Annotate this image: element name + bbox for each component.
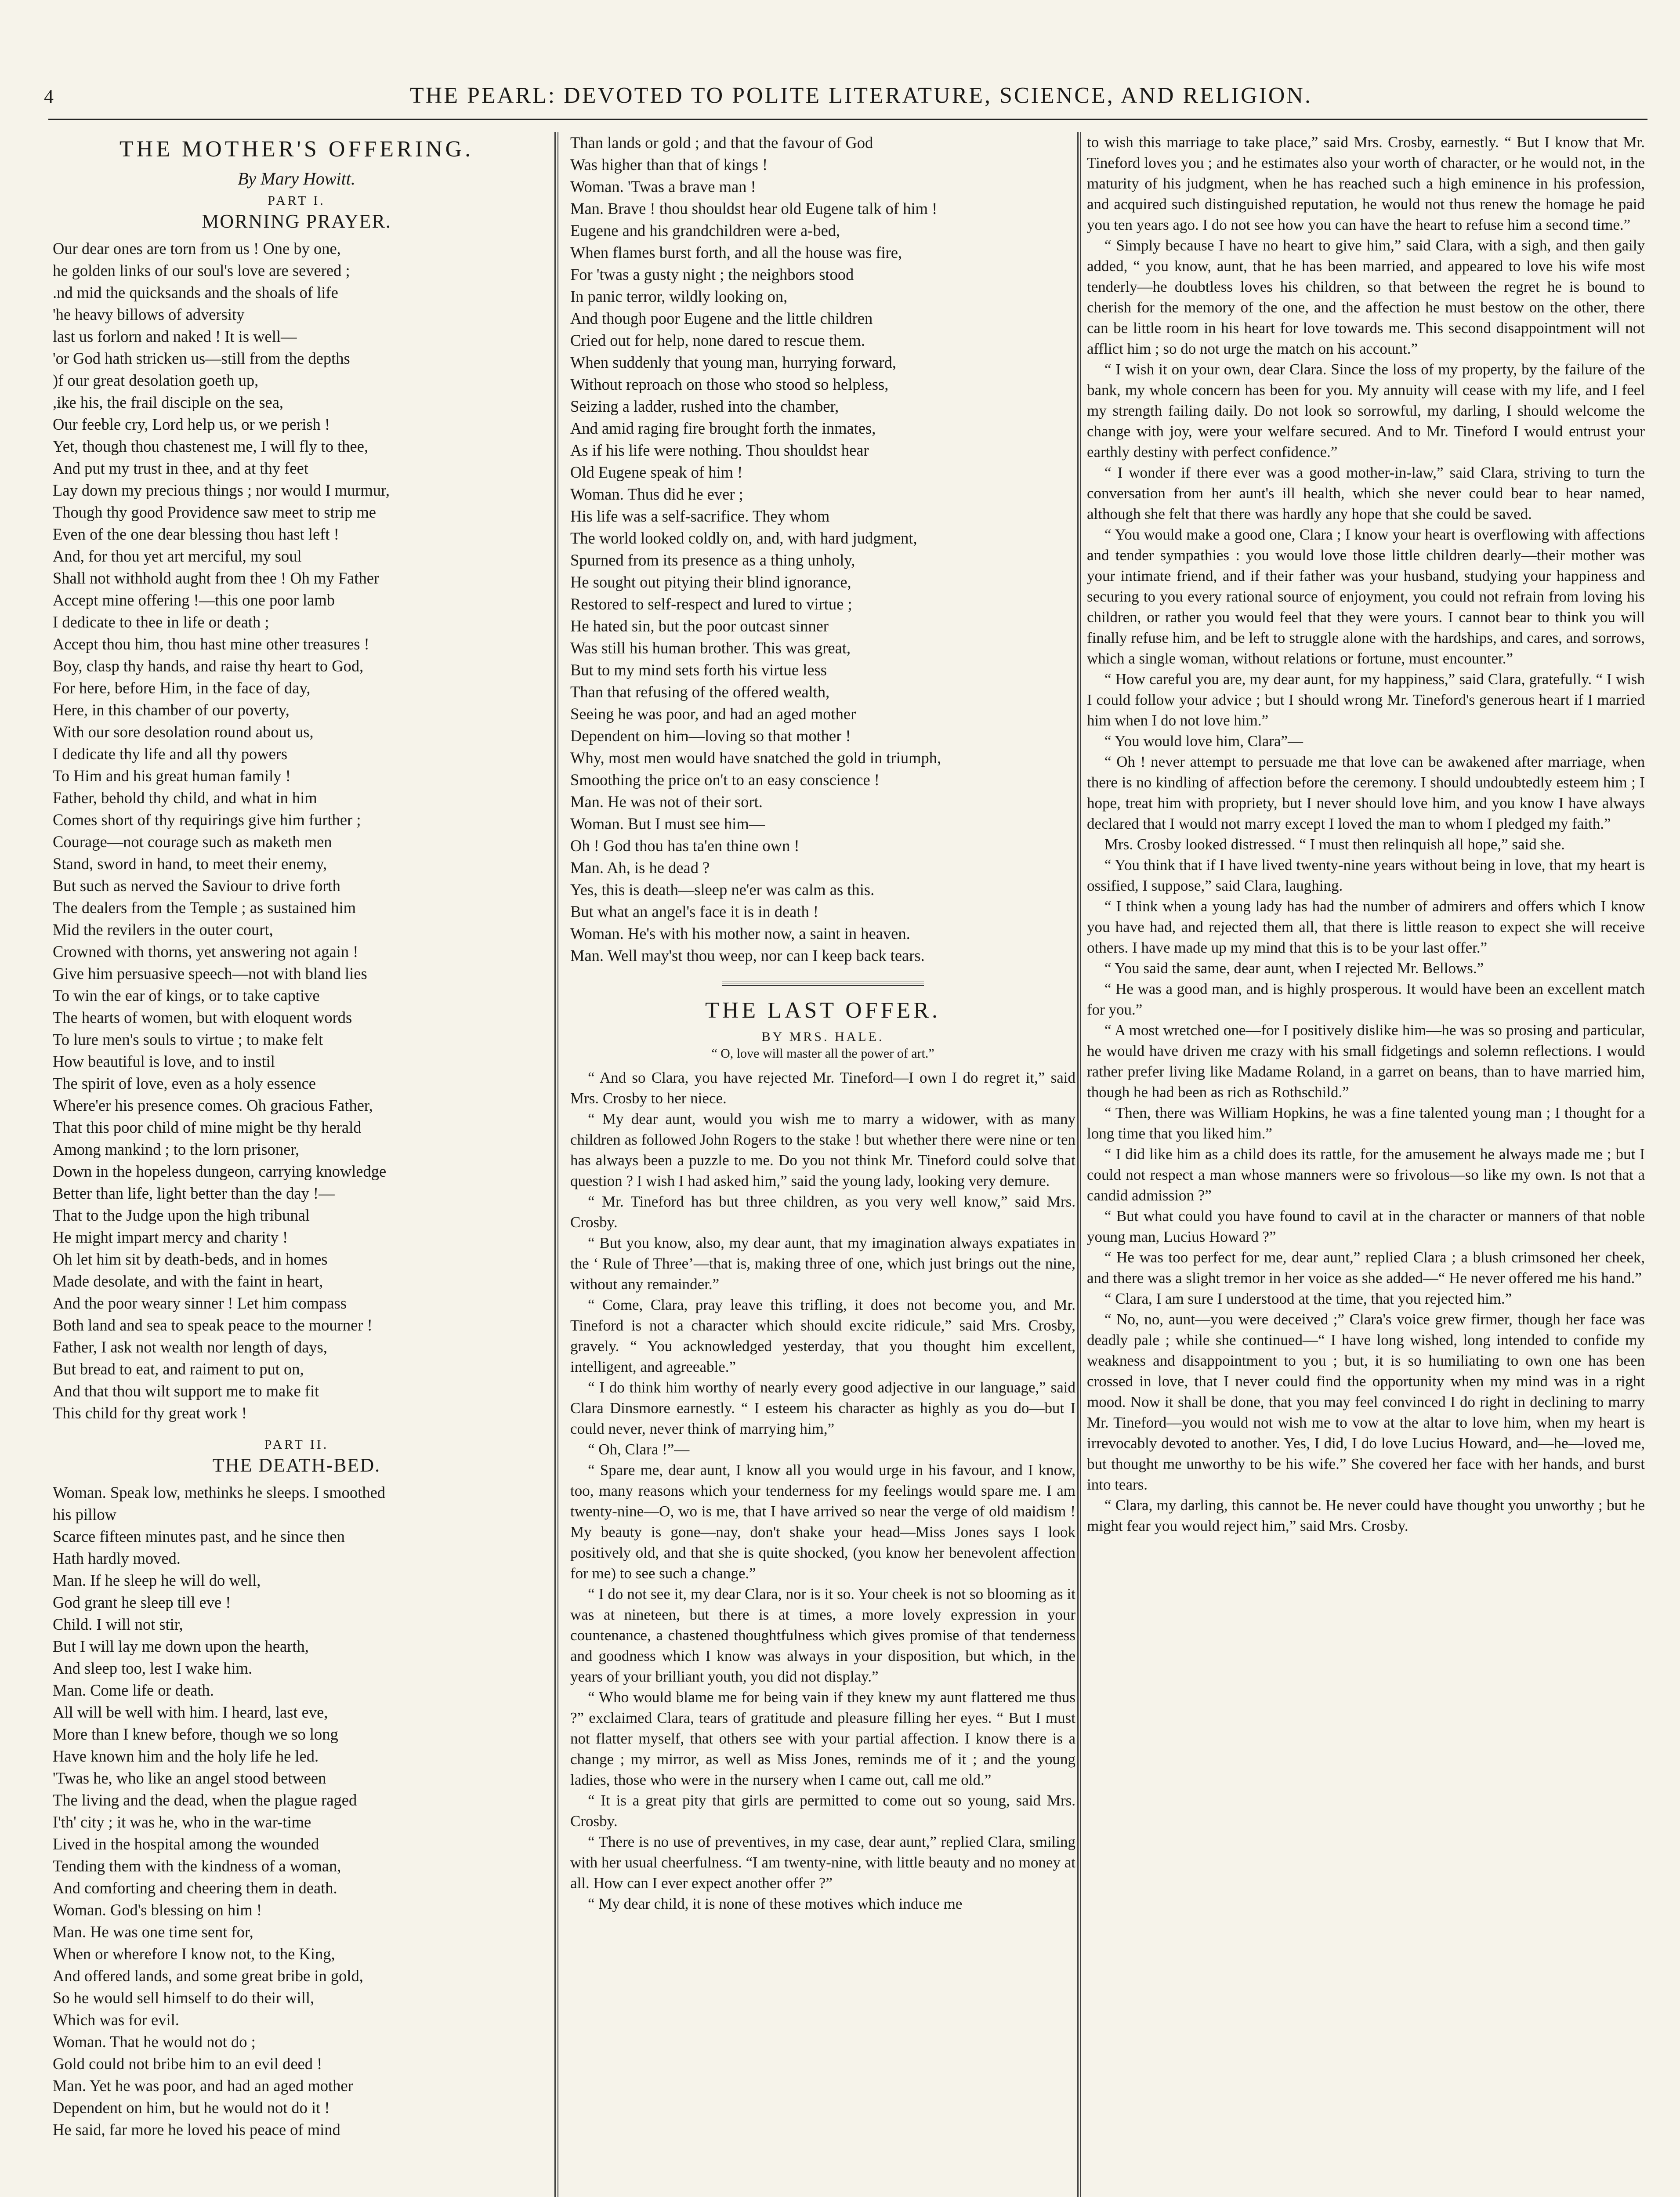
verse-line: Was still his human brother. This was great, <box>570 639 851 657</box>
verse-line: Dependent on him—loving so that mother ! <box>570 727 851 745</box>
verse-line: So he would sell himself to do their will, <box>53 1989 315 2007</box>
verse-line: And offered lands, and some great bribe in gold, <box>53 1967 363 1985</box>
story-paragraph: “ I do think him worthy of nearly every good adjective in our language,” said Clara Dinsmore earnestly. “ I esteem his character as highly as you do—but I could never, never think of marrying him,” <box>570 1379 1075 1437</box>
verse-line: Even of the one dear blessing thou hast left ! <box>53 525 339 543</box>
verse-line: 'he heavy billows of adversity <box>53 305 245 323</box>
verse-line: Spurned from its presence as a thing unholy, <box>570 551 855 569</box>
verse-line: But I will lay me down upon the hearth, <box>53 1637 309 1655</box>
verse-line: He sought out pitying their blind ignorance, <box>570 573 851 591</box>
verse-line: Yes, this is death—sleep ne'er was calm as this. <box>570 881 875 899</box>
story-paragraph: “ How careful you are, my dear aunt, for my happiness,” said Clara, gratefully. “ I wish I could follow your advice ; but I should wrong Mr. Tineford's generous heart if I married him when I do not love him.” <box>1087 671 1645 729</box>
verse-line: Restored to self-respect and lured to virtue ; <box>570 595 852 613</box>
story-title: THE LAST OFFER. <box>705 998 941 1023</box>
verse-line: Accept thou him, thou hast mine other treasures ! <box>53 635 369 653</box>
verse-line: When suddenly that young man, hurrying forward, <box>570 353 896 371</box>
story-paragraph: “ I think when a young lady has had the number of admirers and offers which I know you have had, and rejected them all, that there is little reason to expect she will receive others. I have made up my mind that this is to be your last offer.” <box>1087 898 1645 956</box>
page-header <box>44 83 1647 109</box>
column-rule-2 <box>1077 132 1081 2197</box>
verse-line: As if his life were nothing. Thou shouldst hear <box>570 441 869 459</box>
verse-line: Man. Yet he was poor, and had an aged mother <box>53 2077 353 2095</box>
verse-line: But such as nerved the Saviour to drive forth <box>53 877 340 895</box>
verse-line: All will be well with him. I heard, last eve, <box>53 1703 328 1721</box>
verse-line: 'or God hath stricken us—still from the depths <box>53 349 350 367</box>
verse-line: Child. I will not stir, <box>53 1615 183 1633</box>
verse-line: I dedicate to thee in life or death ; <box>53 613 269 631</box>
story-text-col3 <box>1087 132 1645 1536</box>
verse-line: Than lands or gold ; and that the favour of God <box>570 134 873 152</box>
verse-line: Father, behold thy child, and what in him <box>53 789 317 807</box>
verse-line: Where'er his presence comes. Oh gracious Father, <box>53 1096 373 1114</box>
verse-line: Among mankind ; to the lorn prisoner, <box>53 1140 300 1158</box>
verse-line: Oh let him sit by death-beds, and in homes <box>53 1250 328 1268</box>
verse-line: last us forlorn and naked ! It is well— <box>53 327 297 345</box>
verse-line: And the poor weary sinner ! Let him compass <box>53 1294 347 1312</box>
story-paragraph: “ I did like him as a child does its rattle, for the amusement he always made me ; but I could not respect a man whose manners were so frivolous—so like my own. Is not that a candid admission ?” <box>1087 1146 1645 1204</box>
verse-line: The dealers from the Temple ; as sustained him <box>53 899 356 917</box>
verse-line: .nd mid the quicksands and the shoals of life <box>53 283 338 301</box>
story-paragraph: “ And so Clara, you have rejected Mr. Tineford—I own I do regret it,” said Mrs. Crosby to her niece. <box>570 1069 1075 1107</box>
verse-line: Woman. Speak low, methinks he sleeps. I smoothed <box>53 1483 386 1501</box>
verse-line: To Him and his great human family ! <box>53 767 291 785</box>
column-1 <box>53 132 540 2197</box>
verse-line: Woman. That he would not do ; <box>53 2033 256 2051</box>
verse-line: Woman. Thus did he ever ; <box>570 485 743 503</box>
part-2-heading: THE DEATH-BED. <box>212 1454 381 1476</box>
verse-line: And, for thou yet art merciful, my soul <box>53 547 302 565</box>
part-1-heading: MORNING PRAYER. <box>202 210 391 232</box>
column-2 <box>570 132 1075 2197</box>
verse-line: The spirit of love, even as a holy essence <box>53 1074 316 1092</box>
verse-line: And comforting and cheering them in death. <box>53 1879 337 1897</box>
verse-line: God grant he sleep till eve ! <box>53 1593 231 1611</box>
verse-line: That this poor child of mine might be thy herald <box>53 1118 362 1136</box>
verse-line: Accept mine offering !—this one poor lamb <box>53 591 335 609</box>
verse-line: With our sore desolation round about us, <box>53 723 314 741</box>
verse-line: And put my trust in thee, and at thy feet <box>53 459 308 477</box>
story-paragraph: “ Oh ! never attempt to persuade me that love can be awakened after marriage, when there is no kindling of affection before the ceremony. I should undoubtedly esteem him ; I hope, treat him with propriety, but I never should love him, and you know I have always declared that I would not marry except I loved the man to whom I pledged my faith.” <box>1087 753 1645 832</box>
poem-byline: By Mary Howitt. <box>238 169 355 189</box>
verse-line: Shall not withhold aught from thee ! Oh my Father <box>53 569 380 587</box>
verse-line: When flames burst forth, and all the house was fire, <box>570 243 902 261</box>
page-number: 4 <box>44 86 54 107</box>
verse-line: Our dear ones are torn from us ! One by one, <box>53 239 341 257</box>
part-1-verse <box>53 238 540 1424</box>
verse-line: He hated sin, but the poor outcast sinner <box>570 617 829 635</box>
verse-line: Dependent on him, but he would not do it ! <box>53 2099 330 2117</box>
verse-line: For 'twas a gusty night ; the neighbors stood <box>570 265 854 283</box>
part-2-verse-col1 <box>53 1482 540 2141</box>
verse-line: Seeing he was poor, and had an aged mother <box>570 705 856 723</box>
story-paragraph: “ You think that if I have lived twenty-nine years without being in love, that my heart is ossified, I suppose,” said Clara, laughing. <box>1087 856 1645 894</box>
verse-line: Oh ! God thou has ta'en thine own ! <box>570 837 800 855</box>
story-paragraph: “ He was a good man, and is highly prosperous. It would have been an excellent match for you.” <box>1087 980 1645 1018</box>
story-paragraph: “ My dear child, it is none of these motives which induce me <box>588 1895 963 1912</box>
verse-line: Gold could not bribe him to an evil deed ! <box>53 2055 322 2073</box>
verse-line: Old Eugene speak of him ! <box>570 463 743 481</box>
verse-line: Woman. But I must see him— <box>570 815 765 833</box>
verse-line: Man. Well may'st thou weep, nor can I keep back tears. <box>570 946 925 964</box>
verse-line: Tending them with the kindness of a woman, <box>53 1857 341 1875</box>
verse-line: Woman. 'Twas a brave man ! <box>570 178 756 196</box>
story-paragraph: “ He was too perfect for me, dear aunt,” replied Clara ; a blush crimsoned her cheek, and there was a slight tremor in her voice as she added—“ He never offered me his hand.” <box>1087 1249 1645 1287</box>
verse-line: To win the ear of kings, or to take captive <box>53 986 320 1004</box>
story-paragraph: “ A most wretched one—for I positively dislike him—he was so prosing and particular, he would have driven me crazy with his small fidgetings and solemn reflections. I would rather prefer living like Madame Roland, in a garret on beans, than to have married him, though he had been as rich as Rothschild.” <box>1087 1022 1645 1101</box>
verse-line: Smoothing the price on't to an easy conscience ! <box>570 771 880 789</box>
verse-line: Woman. God's blessing on him ! <box>53 1901 262 1919</box>
running-title: THE PEARL: DEVOTED TO POLITE LITERATURE, SCIENCE, AND RELIGION. <box>409 83 1313 108</box>
verse-line: The world looked coldly on, and, with hard judgment, <box>570 529 917 547</box>
verse-line: ,ike his, the frail disciple on the sea, <box>53 393 284 411</box>
verse-line: Comes short of thy requirings give him further ; <box>53 811 361 829</box>
verse-line: Scarce fifteen minutes past, and he since then <box>53 1527 345 1545</box>
verse-line: But to my mind sets forth his virtue less <box>570 661 827 679</box>
verse-line: I dedicate thy life and all thy powers <box>53 745 288 763</box>
verse-line: For here, before Him, in the face of day, <box>53 679 311 697</box>
section-separator <box>722 982 924 986</box>
verse-line: Crowned with thorns, yet answering not again ! <box>53 943 358 961</box>
story-paragraph: “ But you know, also, my dear aunt, that my imagination always expatiates in the ‘ Rule of Three’—that is, making three of one, which just brings out the nine, without any remainder.” <box>570 1234 1075 1293</box>
verse-line: But bread to eat, and raiment to put on, <box>53 1360 304 1378</box>
verse-line: Hath hardly moved. <box>53 1549 181 1567</box>
story-paragraph: “ Come, Clara, pray leave this trifling, it does not become you, and Mr. Tineford is not a character which should excite ridicule,” said Mrs. Crosby, gravely. “ You acknowledged yesterday, that you thought him excellent, intelligent, and agreeable.” <box>570 1296 1075 1375</box>
story-paragraph: “ Who would blame me for being vain if they knew my aunt flattered me thus ?” exclaimed Clara, tears of gratitude and pleasure filling her eyes. “ But I must not flatter myself, that others see with your partial affection. I know there is a change ; my mirror, as well as Miss Jones, reminds me of it ; and the young ladies, those who were in the nursery when I came out, call me old.” <box>570 1689 1075 1788</box>
verse-line: And that thou wilt support me to make fit <box>53 1382 319 1400</box>
verse-line: his pillow <box>53 1505 117 1523</box>
verse-line: This child for thy great work ! <box>53 1404 247 1422</box>
story-paragraph: “ Spare me, dear aunt, I know all you would urge in his favour, and I know, too, many reasons which your tenderness for my feelings would spare me. I am twenty-nine—O, wo is me, that I have arrived so near the verge of old maidism ! My beauty is gone—nay, don't shake your head—Miss Jones says I look positively old, and that she is quite shocked, (you know her benevolent affection for me) to see such a change.” <box>570 1461 1075 1582</box>
verse-line: In panic terror, wildly looking on, <box>570 287 788 305</box>
verse-line: Man. Ah, is he dead ? <box>570 859 710 877</box>
part-1-label: PART I. <box>268 193 326 208</box>
verse-line: Man. Come life or death. <box>53 1681 214 1699</box>
verse-line: Lived in the hospital among the wounded <box>53 1835 319 1853</box>
verse-line: Here, in this chamber of our poverty, <box>53 701 290 719</box>
column-rule-1 <box>554 132 558 2197</box>
verse-line: Yet, though thou chastenest me, I will fly to thee, <box>53 437 369 455</box>
verse-line: Man. He was not of their sort. <box>570 793 763 811</box>
verse-line: Why, most men would have snatched the gold in triumph, <box>570 749 941 767</box>
verse-line: Was higher than that of kings ! <box>570 156 768 174</box>
story-paragraph: “ Simply because I have no heart to give him,” said Clara, with a sigh, and then gaily added, “ you know, aunt, that he has been married, and appeared to love his wife most tenderly—he doubtless loves his children, so that between the regret he is bound to cherish for the memory of the one, and the affection he must bestow on the other, there can be little room in his heart for love towards me. This second disappointment will not afflict him ; so do not urge the match on his account.” <box>1087 237 1645 357</box>
verse-line: Lay down my precious things ; nor would I murmur, <box>53 481 390 499</box>
verse-line: The hearts of women, but with eloquent words <box>53 1008 352 1026</box>
story-paragraph: “ My dear aunt, would you wish me to marry a widower, with as many children as followed John Rogers to the stake ! but whether there were nine or ten has always been a puzzle to me. Do you not think Mr. Tineford could solve that question ? I wish I had asked him,” said the young lady, looking very demure. <box>570 1110 1075 1189</box>
verse-line: Give him persuasive speech—not with bland lies <box>53 964 367 982</box>
verse-line: He said, far more he loved his peace of mind <box>53 2121 340 2139</box>
verse-line: Eugene and his grandchildren were a-bed, <box>570 221 840 239</box>
verse-line: Woman. He's with his mother now, a saint in heaven. <box>570 924 910 943</box>
verse-line: Than that refusing of the offered wealth, <box>570 683 830 701</box>
verse-line: Which was for evil. <box>53 2011 179 2029</box>
story-paragraph: “ But what could you have found to cavil at in the character or manners of that noble young man, Lucius Howard ?” <box>1087 1207 1645 1245</box>
verse-line: Though thy good Providence saw meet to strip me <box>53 503 376 521</box>
verse-line: Man. Brave ! thou shouldst hear old Eugene talk of him ! <box>570 199 938 218</box>
verse-line: Without reproach on those who stood so helpless, <box>570 375 889 393</box>
verse-line: Cried out for help, none dared to rescue them. <box>570 331 865 349</box>
story-paragraph: “ I wish it on your own, dear Clara. Since the loss of my property, by the failure of the bank, my whole concern has been for you. My annuity will cease with my life, and I feel my strength failing daily. Do not look so sorrowful, my darling, I should welcome the change with joy, were your welfare secured. And to Mr. Tineford I would entrust your earthly destiny with perfect confidence.” <box>1087 361 1645 460</box>
verse-line: Boy, clasp thy hands, and raise thy heart to God, <box>53 657 364 675</box>
story-paragraph: “ I do not see it, my dear Clara, nor is it so. Your cheek is not so blooming as it was at nineteen, but there is at times, a more lovely expression in your countenance, a chastened thoughtfulness which gives promise of that tenderness and goodness which I know was always in your disposition, but which, in the years of your brilliant youth, you did not display.” <box>570 1585 1075 1685</box>
story-text-col2 <box>570 1067 1075 1914</box>
verse-line: Have known him and the holy life he led. <box>53 1747 319 1765</box>
verse-line: And amid raging fire brought forth the inmates, <box>570 419 876 437</box>
story-paragraph: “ You would love him, Clara”— <box>1104 732 1303 750</box>
poem-title: THE MOTHER'S OFFERING. <box>119 137 474 162</box>
story-paragraph: “ I wonder if there ever was a good mother-in-law,” said Clara, striving to turn the conversation from her aunt's ill health, which she never could bear to hear named, although she felt that there was hardly any hope that she could be saved. <box>1087 464 1645 522</box>
story-paragraph: “ Then, there was William Hopkins, he was a fine talented young man ; I thought for a long time that you liked him.” <box>1087 1104 1645 1142</box>
verse-line: When or wherefore I know not, to the King, <box>53 1945 335 1963</box>
story-paragraph: “ Clara, my darling, this cannot be. He never could have thought you unworthy ; but he might fear you would reject him,” said Mrs. Crosby. <box>1087 1497 1645 1534</box>
story-paragraph: to wish this marriage to take place,” said Mrs. Crosby, earnestly. “ But I know that Mr. Tineford loves you ; and he estimates also your worth of character, or he would not, in the maturity of his judgment, when he has reached such a high eminence in his profession, and acquired such distinguished reputation, he would not thus renew the homage he paid you ten years ago. I do not see how you can have the heart to refuse him a second time.” <box>1087 134 1645 233</box>
verse-line: His life was a self-sacrifice. They whom <box>570 507 830 525</box>
verse-line: More than I knew before, though we so long <box>53 1725 338 1743</box>
verse-line: Mid the revilers in the outer court, <box>53 921 273 939</box>
verse-line: And sleep too, lest I wake him. <box>53 1659 253 1677</box>
story-paragraph: “ Oh, Clara !”— <box>588 1441 690 1458</box>
part-2-label: PART II. <box>264 1437 329 1452</box>
verse-line: 'Twas he, who like an angel stood between <box>53 1769 326 1787</box>
story-paragraph: “ You would make a good one, Clara ; I know your heart is overflowing with affections and tender sympathies : you would love those little children dearly—their mother was your intimate friend, and if their father was your husband, studying your happiness and securing to you every rational source of enjoyment, you could not refrain from loving his children, or rather you would feel that they were yours. I cannot bear to think you will finally refuse him, and be left to struggle alone with the hardships, and cares, and sorrows, which a single woman, without relations or fortune, must encounter.” <box>1087 526 1645 667</box>
verse-line: Man. If he sleep he will do well, <box>53 1571 261 1589</box>
verse-line: And though poor Eugene and the little children <box>570 309 873 327</box>
part-2-verse-col2 <box>570 132 1075 967</box>
verse-line: I'th' city ; it was he, who in the war-time <box>53 1813 311 1831</box>
column-3 <box>1087 132 1645 2197</box>
story-paragraph: “ It is a great pity that girls are permitted to come out so young, said Mrs. Crosby. <box>570 1792 1075 1830</box>
verse-line: Made desolate, and with the faint in heart, <box>53 1272 323 1290</box>
verse-line: )f our great desolation goeth up, <box>53 371 259 389</box>
verse-line: The living and the dead, when the plague raged <box>53 1791 357 1809</box>
story-paragraph: “ Clara, I am sure I understood at the time, that you rejected him.” <box>1104 1290 1512 1307</box>
story-paragraph: “ There is no use of preventives, in my case, dear aunt,” replied Clara, smiling with her usual cheerfulness. “I am twenty-nine, with little beauty and no money at all. How can I ever expect another offer ?” <box>570 1833 1075 1892</box>
story-paragraph: Mrs. Crosby looked distressed. “ I must then relinquish all hope,” said she. <box>1104 836 1565 853</box>
story-paragraph: “ You said the same, dear aunt, when I rejected Mr. Bellows.” <box>1104 960 1484 977</box>
verse-line: Seizing a ladder, rushed into the chamber, <box>570 397 839 415</box>
verse-line: Our feeble cry, Lord help us, or we perish ! <box>53 415 330 433</box>
verse-line: Stand, sword in hand, to meet their enemy, <box>53 855 327 873</box>
verse-line: But what an angel's face it is in death ! <box>570 903 819 921</box>
verse-line: he golden links of our soul's love are severed ; <box>53 261 350 279</box>
verse-line: Man. He was one time sent for, <box>53 1923 253 1941</box>
story-paragraph: “ Mr. Tineford has but three children, as you very well know,” said Mrs. Crosby. <box>570 1193 1075 1231</box>
verse-line: Father, I ask not wealth nor length of days, <box>53 1338 327 1356</box>
verse-line: Down in the hopeless dungeon, carrying knowledge <box>53 1162 387 1180</box>
header-rule <box>48 119 1647 120</box>
story-paragraph: “ No, no, aunt—you were deceived ;” Clara's voice grew firmer, though her face was deadly pale ; while she continued—“ I have long wished, long intended to confide my weakness and disappointment to you ; but, it is so humiliating to own one has been crossed in love, that I never could find the opportunity when my mind was in a right mood. Now it shall be done, that you may feel convinced I do right in declining to marry Mr. Tineford—you would not wish me to vow at the altar to love him, when my heart is irrevocably devoted to another. Yes, I did, I do love Lucius Howard, and—he—loved me, but thought me unworthy to be his wife.” She covered her face with her hands, and burst into tears. <box>1087 1311 1645 1493</box>
verse-line: Better than life, light better than the day !— <box>53 1184 335 1202</box>
story-motto: “ O, love will master all the power of art.” <box>711 1046 934 1061</box>
story-byline: BY MRS. HALE. <box>761 1030 884 1044</box>
verse-line: Courage—not courage such as maketh men <box>53 833 332 851</box>
verse-line: To lure men's souls to virtue ; to make felt <box>53 1030 323 1048</box>
verse-line: That to the Judge upon the high tribunal <box>53 1206 310 1224</box>
verse-line: He might impart mercy and charity ! <box>53 1228 288 1246</box>
verse-line: How beautiful is love, and to instil <box>53 1052 275 1070</box>
verse-line: Both land and sea to speak peace to the mourner ! <box>53 1316 373 1334</box>
